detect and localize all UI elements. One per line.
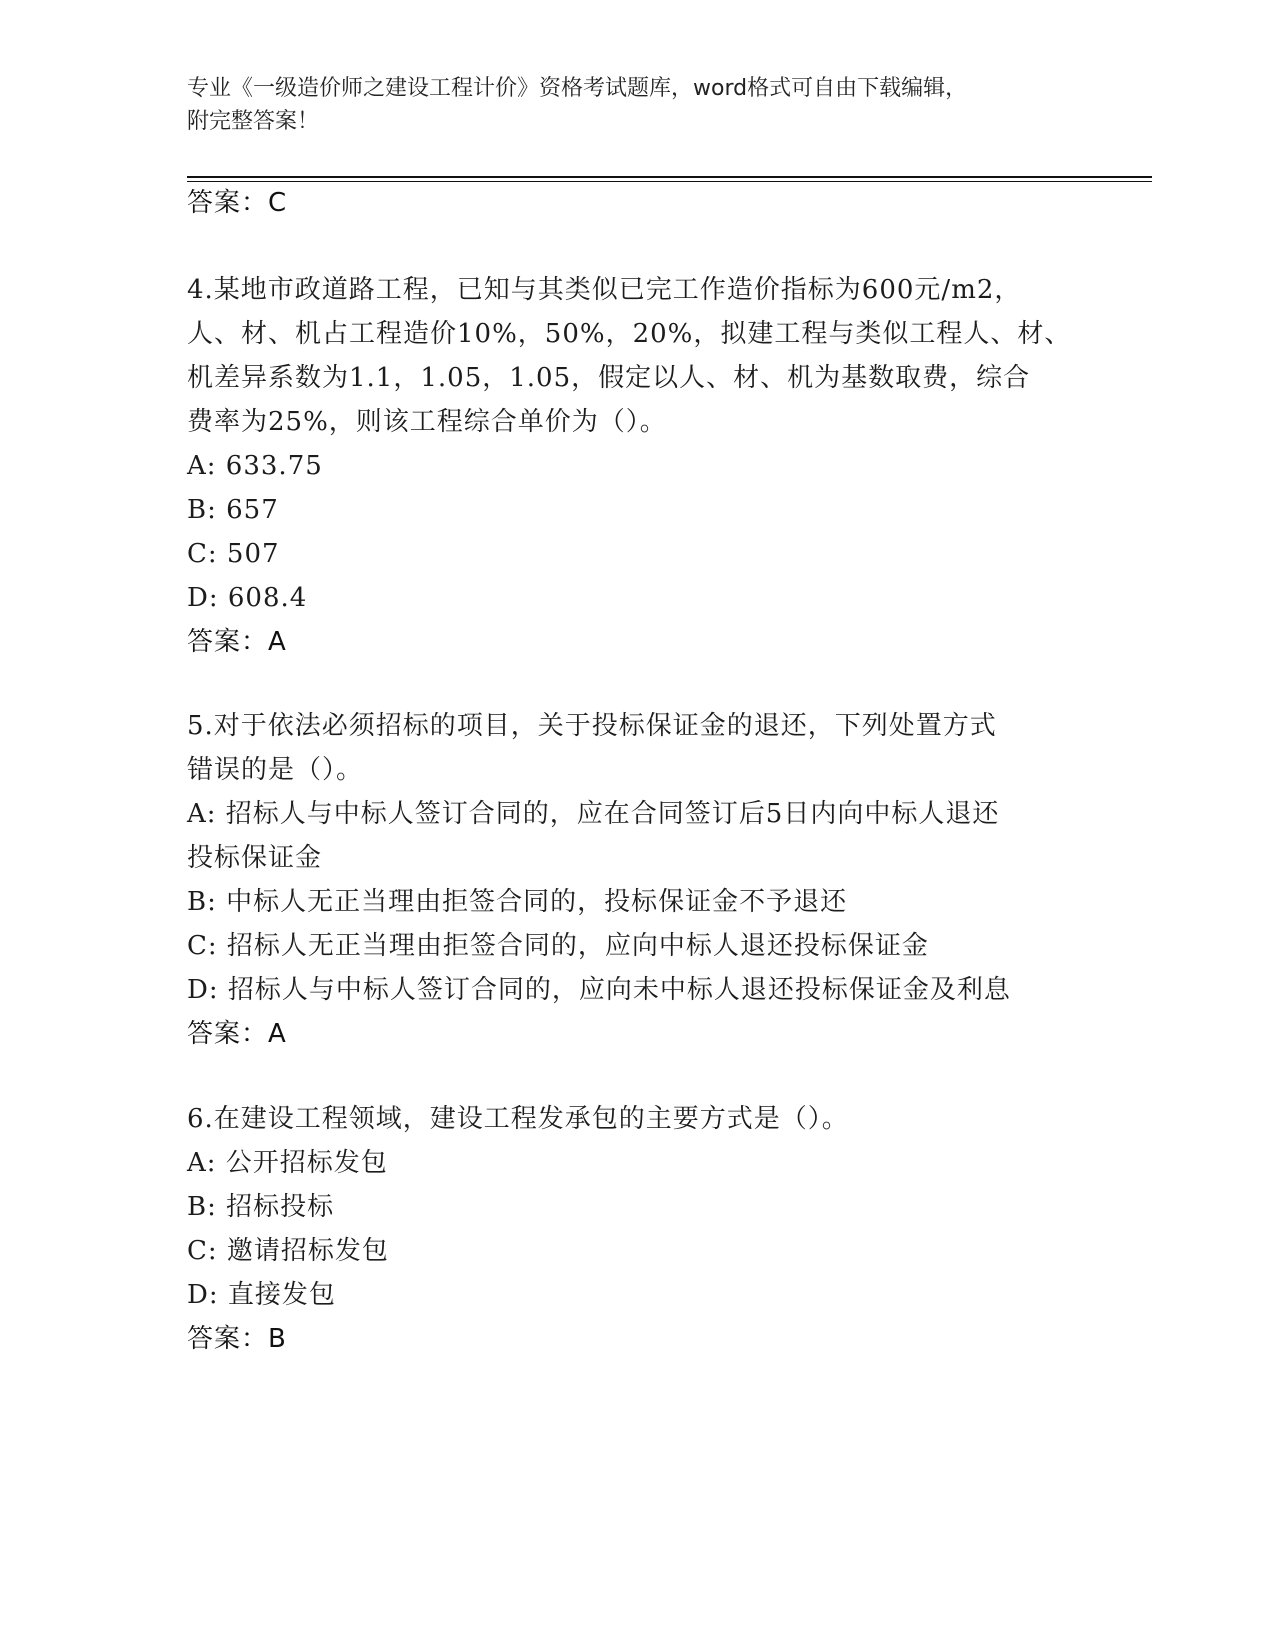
q5-option-a-cont: 投标保证金 bbox=[187, 843, 323, 873]
header-line-1: 专业《一级造价师之建设工程计价》资格考试题库，word格式可自由下载编辑， bbox=[187, 76, 968, 101]
q6-answer: 答案：B bbox=[187, 1324, 287, 1354]
prev-answer: 答案：C bbox=[187, 188, 288, 218]
document-header bbox=[187, 72, 1067, 138]
header-line-2: 附完整答案！ bbox=[187, 109, 320, 134]
q6-option-b: B: 招标投标 bbox=[187, 1192, 335, 1222]
q6-stem-line-1: 6.在建设工程领域，建设工程发承包的主要方式是（）。 bbox=[187, 1104, 849, 1134]
q4-stem-line-1: 4.某地市政道路工程，已知与其类似已完工作造价指标为600元/m2， bbox=[187, 275, 1022, 305]
q5-answer: 答案：A bbox=[187, 1019, 287, 1049]
q4-stem-line-3: 机差异系数为1.1，1.05，1.05，假定以人、材、机为基数取费，综合 bbox=[187, 363, 1031, 393]
q5-option-a: A: 招标人与中标人签订合同的，应在合同签订后5日内向中标人退还 bbox=[187, 799, 1000, 829]
q6-option-a: A: 公开招标发包 bbox=[187, 1148, 388, 1178]
q6-option-d: D: 直接发包 bbox=[187, 1280, 336, 1310]
q5-option-c: C: 招标人无正当理由拒签合同的，应向中标人退还投标保证金 bbox=[187, 931, 929, 961]
q4-option-d: D: 608.4 bbox=[187, 583, 308, 613]
q5-option-b: B: 中标人无正当理由拒签合同的，投标保证金不予退还 bbox=[187, 887, 848, 917]
q5-option-d: D: 招标人与中标人签订合同的，应向未中标人退还投标保证金及利息 bbox=[187, 975, 1011, 1005]
q4-stem-line-4: 费率为25%，则该工程综合单价为（）。 bbox=[187, 407, 667, 437]
q4-option-c: C: 507 bbox=[187, 539, 280, 569]
header-divider-thin bbox=[187, 181, 1152, 182]
q6-option-c: C: 邀请招标发包 bbox=[187, 1236, 389, 1266]
q4-option-a: A: 633.75 bbox=[187, 451, 323, 481]
q4-option-b: B: 657 bbox=[187, 495, 279, 525]
q5-stem-line-2: 错误的是（）。 bbox=[187, 755, 364, 785]
header-divider-thick bbox=[187, 176, 1152, 178]
q5-stem-line-1: 5.对于依法必须招标的项目，关于投标保证金的退还，下列处置方式 bbox=[187, 711, 997, 741]
q4-answer: 答案：A bbox=[187, 627, 287, 657]
q4-stem-line-2: 人、材、机占工程造价10%，50%，20%，拟建工程与类似工程人、材、 bbox=[187, 319, 1072, 349]
